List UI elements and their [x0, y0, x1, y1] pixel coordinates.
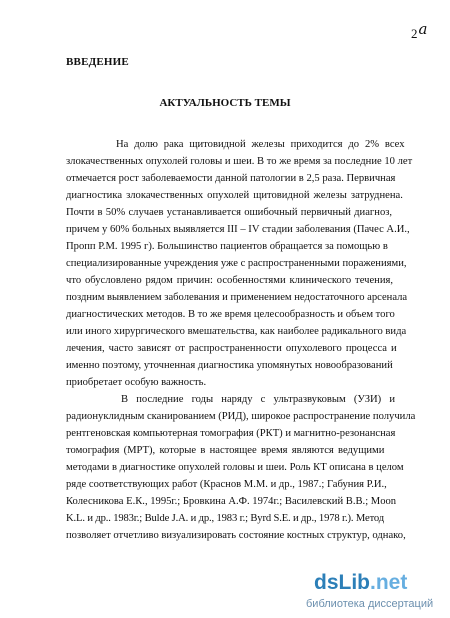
text-line: Колесникова Е.К., 1995г.; Бровкина А.Ф. 1974г.; Василевский В.В.; Moon [66, 496, 397, 507]
text-line: отмечается рост заболеваемости данной патологии в 2,5 раза. Первичная [66, 173, 396, 184]
page-number-value: 2 [411, 26, 418, 41]
subtitle: АКТУАЛЬНОСТЬ ТЕМЫ [159, 97, 291, 109]
text-line: лечения, часто зависят от распространенности опухолевого процесса и [66, 343, 397, 354]
text-line: злокачественных опухолей головы и шеи. В то же время за последние 10 лет [66, 156, 413, 167]
text-line: томография (МРТ), которые в настоящее время являются ведущими [66, 445, 385, 456]
text-line: причем у 60% больных выявляется III – IV стадии заболевания (Пачес А.И., [66, 224, 410, 235]
watermark [300, 571, 450, 618]
text-line: поздним выявлением заболевания и применением недостаточного арсенала [66, 292, 408, 303]
text-line: позволяет отчетливо визуализировать состояние костных структур, однако, [66, 530, 406, 541]
section-title: ВВЕДЕНИЕ [66, 56, 129, 68]
text-line: На долю рака щитовидной железы приходится до 2% всех [116, 139, 405, 150]
text-line: Почти в 50% случаев устанавливается ошибочный первичный диагноз, [66, 207, 393, 218]
text-line: диагностика злокачественных опухолей щитовидной железы затруднена. [66, 190, 403, 201]
text-line: рентгеновская компьютерная томография (РКТ) и магнитно-резонансная [66, 428, 396, 439]
body-text [66, 136, 440, 544]
text-line: методами в диагностике опухолей головы и шеи. Роль КТ описана в целом [66, 462, 404, 473]
text-line: K.L. и др.. 1983г.; Bulde J.A. и др., 1983 г.; Byrd S.E. и др., 1978 г.). Метод [66, 513, 384, 524]
text-line: что обусловлено рядом причин: особенностями клинического течения, [66, 275, 394, 286]
text-line: В последние годы наряду с ультразвуковым (УЗИ) и [121, 394, 396, 405]
text-line: специализированные учреждения уже с распространенными поражениями, [66, 258, 407, 269]
text-line: или иного хирургического вмешательства, как наиболее радикального вида [66, 326, 407, 337]
text-line: именно поэтому, уточненная диагностика упомянутых новообразований [66, 360, 393, 371]
text-line: ряде соответствующих работ (Краснов М.М. и др., 1987.; Габуния Р.И., [66, 479, 387, 490]
text-line: приобретает особую важность. [66, 377, 207, 388]
text-line: диагностических методов. В то же время целесообразность и объем того [66, 309, 395, 320]
watermark-subtitle: библиотека диссертаций [306, 598, 434, 610]
handwritten-mark: a [418, 20, 428, 38]
watermark-logo: dsLib.net [314, 571, 408, 594]
text-line: радионуклидным сканированием (РИД), широкое распространение получила [66, 411, 416, 422]
page-number [411, 20, 428, 42]
text-line: Пропп Р.М. 1995 г). Большинство пациентов обращается за помощью в [66, 241, 388, 252]
